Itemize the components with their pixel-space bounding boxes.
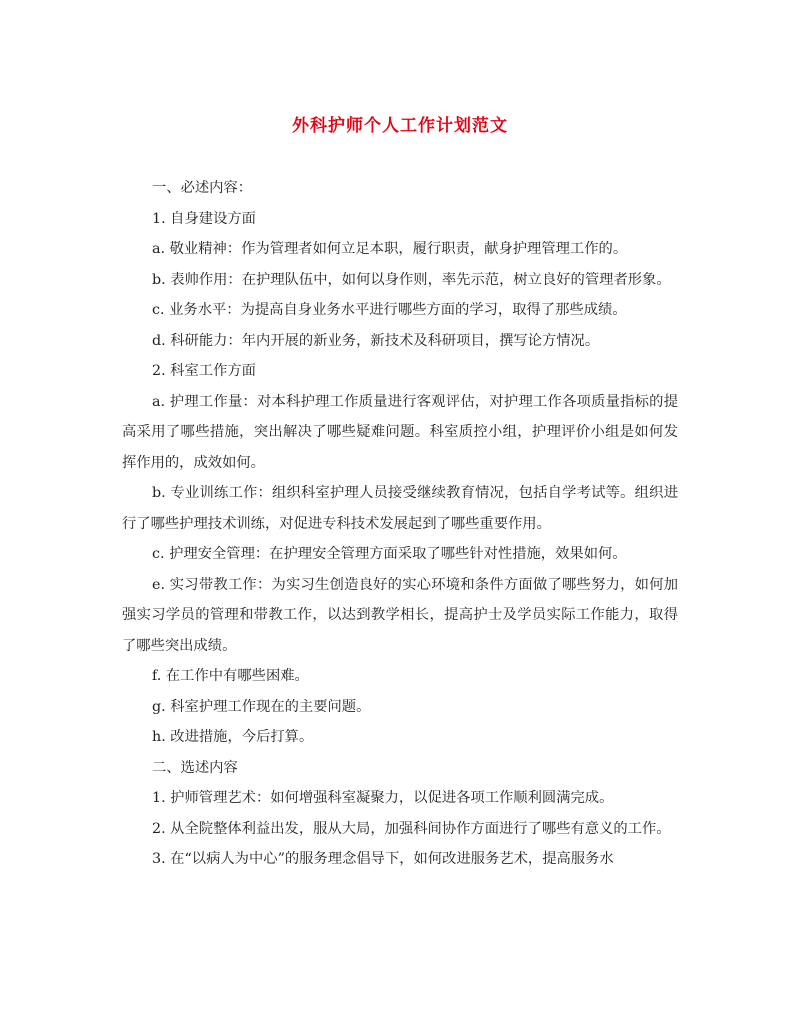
paragraph-improvements: h. 改进措施，今后打算。 xyxy=(152,729,314,745)
paragraph-role-model: b. 表帅作用：在护理队伍中，如何以身作则，率先示范，树立良好的管理者形象。 xyxy=(152,271,671,288)
paragraph-difficulties: f. 在工作中有哪些困难。 xyxy=(152,668,309,684)
paragraph-dedication: a. 敬业精神：作为管理者如何立足本职，履行职责，献身护理管理工作的。 xyxy=(152,241,628,257)
subheading-department-work: 2. 科室工作方面 xyxy=(152,363,256,379)
paragraph-training: b. 专业训练工作：组织科室护理人员接受继续教育情况，包括自学考试等。组织进行了哪些护理技术训练，对促进专科技术发展起到了哪些重要作用。 xyxy=(122,485,678,532)
paragraph-management-art: 1. 护师管理艺术：如何增强科室凝聚力，以促进各项工作顺利圆满完成。 xyxy=(152,790,614,806)
paragraph-research: d. 科研能力：年内开展的新业务，新技术及科研项目，撰写论方情况。 xyxy=(152,332,600,349)
paragraph-service: 3. 在“以病人为中心”的服务理念倡导下，如何改进服务艺术，提高服务水 xyxy=(152,851,614,867)
document-title: 外科护师个人工作计划范文 xyxy=(292,116,508,136)
section-heading-required: 一、必述内容： xyxy=(152,180,253,196)
document-body xyxy=(122,173,678,875)
paragraph-professional-level: c. 业务水平：为提高自身业务水平进行哪些方面的学习，取得了那些成绩。 xyxy=(152,302,627,318)
paragraph-main-problems: g. 科室护理工作现在的主要问题。 xyxy=(152,698,371,715)
paragraph-teaching: e. 实习带教工作：为实习生创造良好的实心环境和条件方面做了哪些努力，如何加强实习学员的管理和带教工作，以达到教学相长，提高护士及学员实际工作能力，取得了哪些突出成绩。 xyxy=(122,576,678,654)
subheading-self-building: 1. 自身建设方面 xyxy=(152,210,256,227)
section-heading-optional: 二、选述内容 xyxy=(152,759,238,776)
paragraph-workload: a. 护理工作量：对本科护理工作质量进行客观评估，对护理工作各项质量指标的提高采用了哪些措施，突出解决了哪些疑难问题。科室质控小组，护理评价小组是如何发挥作用的，成效如何。 xyxy=(122,393,678,471)
paragraph-safety: c. 护理安全管理：在护理安全管理方面采取了哪些针对性措施，效果如何。 xyxy=(152,546,627,562)
paragraph-collaboration: 2. 从全院整体利益出发，服从大局，加强科间协作方面进行了哪些有意义的工作。 xyxy=(152,820,671,837)
